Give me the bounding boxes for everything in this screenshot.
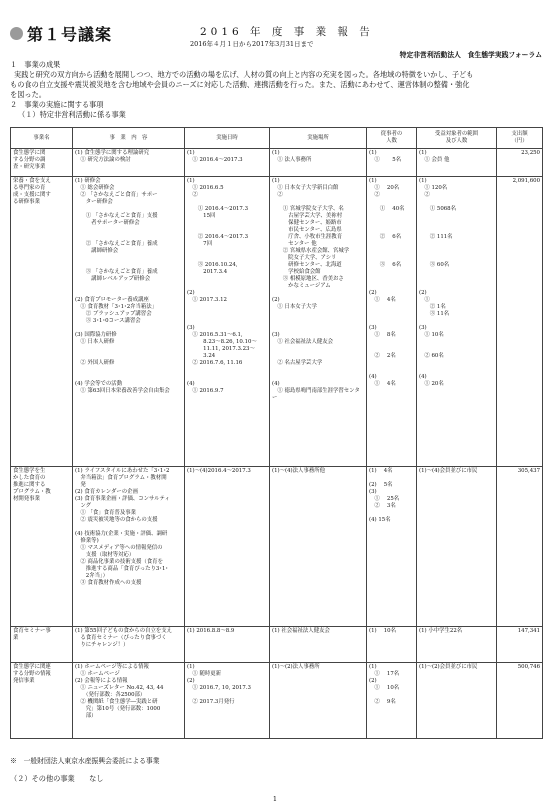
cell-staff: (1) ① 17名 (2) ① 10名 ② 9名 [367,663,417,739]
table-header-row [11,128,543,149]
cell-beneficiaries: (1) 小中学生22名 [417,627,497,663]
cell-beneficiaries: (1)～(4)会員並びに市民 [417,467,497,627]
section2-heading: ２ 事業の実施に関する事項 [10,100,104,109]
cell-place: (1)～(4)法人事務所他 [270,467,367,627]
cell-date: (1) ① 随時更新 (2) ① 2016.7, 10, 2017.3 ② 2017.3月発行 [185,663,270,739]
table-row [11,149,543,177]
footnote: ※ 一般財団法人東京水産振興会委託による事業 [10,757,160,765]
doc-title: 第１号議案 [27,25,113,44]
table-row [11,663,543,739]
cell-beneficiaries: (1) ① 120名 ② ① 5068名 ② 111名 ③ 60名 (2) ① ② 1名 ③ 11名 (3) ① 10名 ② 60名 (4) ① 20名 [417,177,497,467]
cell-business-name: 食育セミナー事 業 [11,627,73,663]
section1-heading: １ 事業の成果 [10,60,61,69]
other-business: （２）その他の事業 なし [10,774,104,783]
cell-business-name: 食生態学に関連 する分野の情報 発信事業 [11,663,73,739]
cell-place: (1)～(2)法人事務所 [270,663,367,739]
col-header: 実施場所 [270,128,367,149]
cell-date: (1) ① 2016.6.5 ② ① 2016.4～2017.3 15回 ② 2016.4～2017.3 7回 ③ 2016.10.24, 2017.3.4 (2) ① 2017.3.12 (3) ① 2016.5.31～6.1, 8.23～8.26, 10.10～ 11.11, 2017.3.23～ 3.24 ② 2016.7.6, 11.16 (4) ① 2016.9.7 [185,177,270,467]
cell-cost: 305,437 [497,467,543,627]
col-header: 従事者の 人数 [367,128,417,149]
cell-cost: 147,341 [497,627,543,663]
business-table [10,127,543,739]
cell-content: (1) ホームページ等による情報 ① ホームページ (2) 会報等による情報 ① ニューズレター No.42, 43, 44 （発行部数：各2500部） ② 機関紙「食生態学―実践と研 究」第10号（発行部数：1000 部） [73,663,185,739]
cell-date: (1) ① 2016.4～2017.3 [185,149,270,177]
body-text [10,60,542,120]
cell-place: (1) 社会福祉法人健友会 [270,627,367,663]
cell-content: (1) 食生態学に関する理論研究 ① 研究方法論の検討 [73,149,185,177]
cell-date: (1)～(4)2016.4～2017.3 [185,467,270,627]
cell-place: (1) ① 日本女子大学新目白館 ② ① 宮城学院女子大学、名 古屋学芸大学、美祢村 保健センター、姫路市 市民センター、広島県 庁舎、小牧市生涯教育 センター 他 ② 宮城県水産会館、宮城学 院女子大学、アシリ 研修センター、北海道 学校給食会館 ③ 相模原地区、香美おさ かなミュージアム (2) ① 日本女子大学 (3) ① 社会福祉法人健友会 ② 名古屋学芸大学 (4) ① 徳島県鳴門南部生涯学習センター [270,177,367,467]
report-period: 2016年４月１日から2017年3月31日まで [190,40,314,48]
cell-cost: 23,250 [497,149,543,177]
report-title: 2016 年 度 事 業 報 告 [200,26,374,38]
cell-beneficiaries: (1)～(2)会員並びに市民 [417,663,497,739]
table-row [11,627,543,663]
page-number: 1 [272,795,278,803]
cell-content: (1) ライフスタイルにあわせた「3･1･2 弁当箱法」食育プログラム・教材開 発 (2) 食育カレンダーの企画 (3) 食育事業企画・評価、コンサルティ ング ① 「食」食育普及事業 ② 震災被災地等の食からの支援 (4) 技術協力(企業・実施・評価、調研 修業等) ① マスメディア等への情報発信の 支援（取材等対応） ② 商品化事業の技術支援（食育を 推進する商品「食育ぴったり3･1･ 2弁当」） ③ 食育教材作成への支援 [73,467,185,627]
col-header: 実施日時 [185,128,270,149]
cell-cost: 2,091,600 [497,177,543,467]
cell-cost: 500,746 [497,663,543,739]
cell-business-name: 食生態学に関 する分野の調 査・研究事業 [11,149,73,177]
section1-text-2: もの食の自立支援や震災被災地を含む地域や会員のニーズに対応した活動、連携活動を行った。また、活動にあわせて、運営体制の整備・強化 [10,80,470,89]
table-row [11,467,543,627]
col-header: 支出額 （円） [497,128,543,149]
section1-text-1: 実践と研究の双方向から活動を展開しつつ、地方での活動の場を広げ、人材の質の向上と内容の充実を図った。各地域の特徴をいかし、子ども [14,70,474,79]
col-header: 受益対象者の範囲 及び人数 [417,128,497,149]
table-row [11,177,543,467]
cell-staff: (1) 10名 [367,627,417,663]
page-header [10,22,542,59]
section1-text-3: を図った。 [10,90,46,99]
col-header: 事 業 内 容 [73,128,185,149]
section2-subheading: （１）特定非営利活動に係る事業 [18,110,126,119]
cell-beneficiaries: (1) ① 会員 他 [417,149,497,177]
cell-staff: (1) 4名 (2) 5名 (3) ① 25名 ② 3名 (4) 15名 [367,467,417,627]
cell-staff: (1) ① 5名 [367,149,417,177]
bullet-circle-icon [10,27,23,40]
cell-date: (1) 2016.8.8～8.9 [185,627,270,663]
organization-name: 特定非営利活動法人 食生態学実践フォーラム [399,51,542,59]
cell-business-name: 栄養・食を支え る専門家の育 成・支援に関す る研修事業 [11,177,73,467]
cell-place: (1) ① 法人事務所 [270,149,367,177]
col-header: 事業名 [11,128,73,149]
cell-staff: (1) ① 20名 ② ① 40名 ② 6名 ③ 6名 (2) ① 4名 (3) ① 8名 ② 2名 (4) ① 4名 [367,177,417,467]
cell-business-name: 食生態学を生 かした食育の 推進に関する プログラム・教 材開発事業 [11,467,73,627]
cell-content: (1) 第55回子どもの食からの自立を支え る食育セミナー（ぴったり食事づく りにチャレンジ！） [73,627,185,663]
cell-content: (1) 研修会 ① 総会研修会 ② 「さかなえごと食育」サポー ター研修会 ① 「さかなえごと食育」支援 者サポーター研修会 ② 「さかなえごと食育」養成 講師研修会 ③ 「さかなえごと食育」養成 講師レベルアップ研修会 (2) 食育プロモーター養成講座 ① 食育教材「3･1･2弁当箱法」 ② ブラッシュアップ講習会 ③ 3･1･0コース講習会 (3) 国際協力研修 ① 日本人研修 ② 外国人研修 (4) 学会等での活動 ① 第63回日本栄養改善学会自由集会 [73,177,185,467]
